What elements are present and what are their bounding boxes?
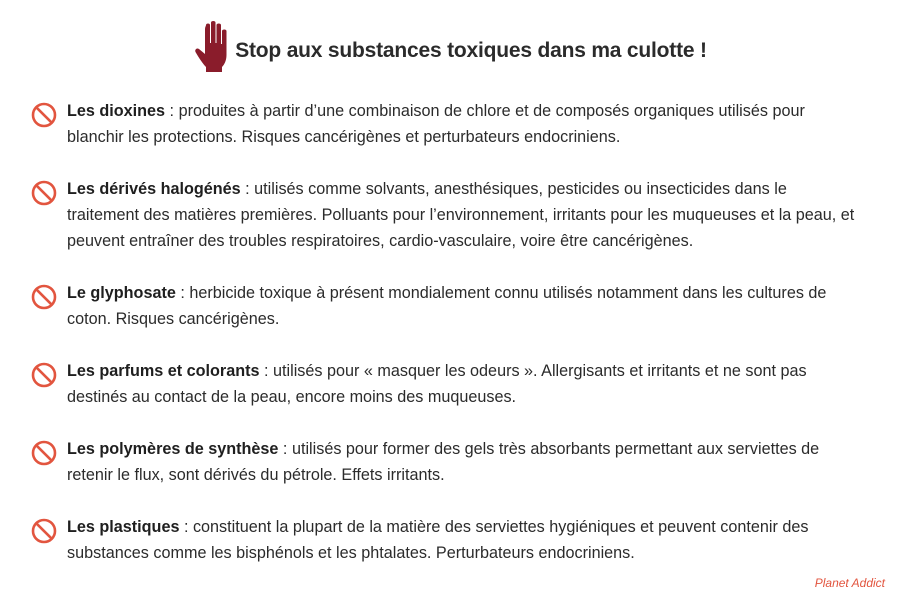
item-term: Les plastiques <box>67 518 180 536</box>
item-description: utilisés pour former des gels très absorbants permettant aux serviettes de retenir le flux, sont dérivés du pétrole. Effets irritants. <box>67 440 820 484</box>
item-separator: : <box>179 518 193 536</box>
item-term: Les dérivés halogénés <box>67 180 241 198</box>
list-item <box>30 176 860 254</box>
item-text <box>67 436 860 488</box>
item-separator: : <box>165 102 179 120</box>
prohibited-icon <box>30 179 58 207</box>
item-term: Les parfums et colorants <box>67 362 260 380</box>
item-description: utilisés comme solvants, anesthésiques, pesticides ou insecticides dans le traitement des matières premières. Polluants pour l’environnement, irritants pour les muqueuses et la peau, et peuvent entraîner des troubles respiratoires, cardio-vasculaire, voire être cancérigènes. <box>67 180 855 250</box>
prohibited-icon <box>30 517 58 545</box>
item-separator: : <box>259 362 274 380</box>
item-text <box>67 358 860 410</box>
item-text <box>67 514 860 566</box>
item-term: Les dioxines <box>67 102 166 120</box>
item-description: produites à partir d’une combinaison de chlore et de composés organiques utilisés pour blanchir les protections. Risques cancérigènes et perturbateurs endocriniens. <box>67 102 805 146</box>
list-item <box>30 358 860 410</box>
item-description: constituent la plupart de la matière des serviettes hygiéniques et peuvent contenir des substances comme les bisphénols et les phtalates. Perturbateurs endocriniens. <box>67 518 809 562</box>
item-term: Les polymères de synthèse <box>67 440 279 458</box>
item-separator: : <box>240 180 255 198</box>
list-item <box>30 514 860 566</box>
item-term: Le glyphosate <box>67 284 176 302</box>
list-item <box>30 436 860 488</box>
prohibited-icon <box>30 283 58 311</box>
prohibited-icon <box>30 439 58 467</box>
header <box>0 20 900 74</box>
item-text <box>67 98 860 150</box>
item-separator: : <box>175 284 190 302</box>
prohibited-icon <box>30 361 58 389</box>
list-item <box>30 98 860 150</box>
prohibited-icon <box>30 101 58 129</box>
item-description: utilisés pour « masquer les odeurs ». Allergisants et irritants et ne sont pas destinés au contact de la peau, encore moins des muqueuses. <box>67 362 807 406</box>
credit-label: Planet Addict <box>814 576 885 590</box>
item-description: herbicide toxique à présent mondialement connu utilisés notamment dans les cultures de coton. Risques cancérigènes. <box>67 284 827 328</box>
item-text <box>67 176 860 254</box>
page-title: Stop aux substances toxiques dans ma culotte ! <box>235 39 707 62</box>
hand-stop-icon <box>193 21 231 73</box>
list-item <box>30 280 860 332</box>
item-separator: : <box>278 440 292 458</box>
item-text <box>67 280 860 332</box>
